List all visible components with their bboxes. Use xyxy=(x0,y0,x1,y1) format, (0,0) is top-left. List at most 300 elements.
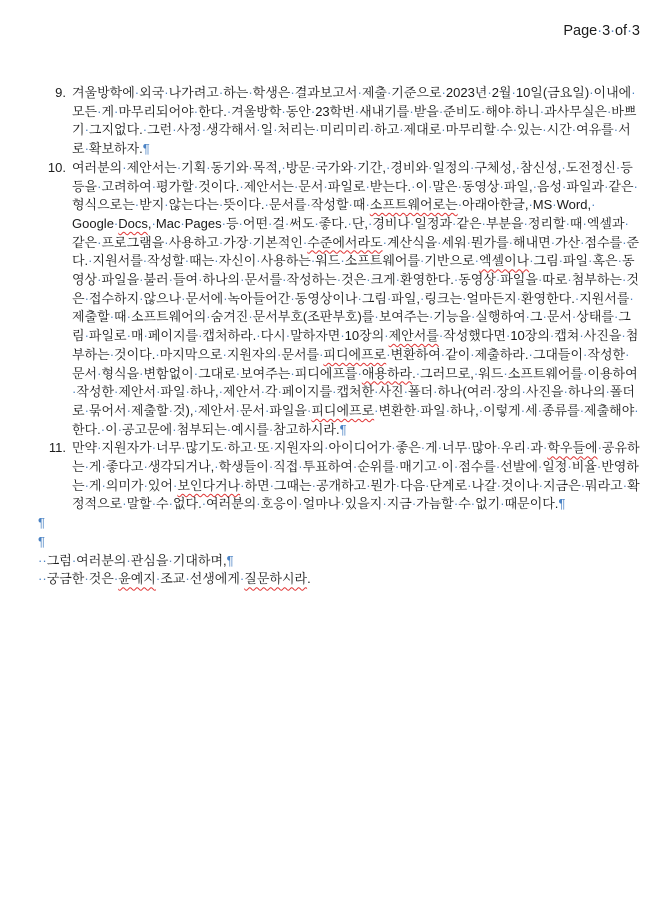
space-mark: · xyxy=(374,384,379,400)
space-mark: · xyxy=(151,440,157,456)
space-mark: · xyxy=(222,346,227,362)
space-mark: · xyxy=(218,85,224,100)
pilcrow-mark: ¶ xyxy=(142,141,150,157)
space-mark: · xyxy=(214,459,219,475)
space-mark: · xyxy=(290,365,295,381)
space-mark: · xyxy=(415,365,421,381)
space-mark: · xyxy=(411,178,416,194)
space-mark: · xyxy=(134,85,140,100)
space-mark: · xyxy=(143,328,148,344)
space-mark: · xyxy=(285,328,291,344)
misspelled-word: 엑셀이나 xyxy=(478,253,530,269)
space-mark: · xyxy=(382,496,387,512)
space-mark: · xyxy=(113,215,119,231)
space-mark: · xyxy=(269,440,274,456)
space-mark: · xyxy=(596,459,602,475)
space-mark: · xyxy=(563,384,568,400)
space-mark: · xyxy=(282,272,287,288)
space-mark: · xyxy=(558,253,563,269)
space-mark: · xyxy=(453,459,459,475)
space-mark: · xyxy=(495,272,501,288)
space-mark: · xyxy=(347,215,352,231)
space-mark: · xyxy=(495,459,501,475)
misspelled-word: 수준에서라도 xyxy=(307,234,383,250)
space-mark: · xyxy=(500,496,505,512)
page-number-header: Page·3·of·3 xyxy=(563,23,640,39)
space-mark: · xyxy=(610,23,615,39)
space-mark: · xyxy=(290,290,295,306)
space-mark: · xyxy=(101,477,106,493)
space-mark: · xyxy=(193,402,198,418)
space-mark: · xyxy=(340,328,345,344)
space-mark: · xyxy=(403,384,408,400)
space-mark: · xyxy=(185,571,190,587)
space-mark: · xyxy=(239,571,245,587)
space-mark: · xyxy=(226,103,232,119)
pilcrow-mark: ¶ xyxy=(558,496,566,512)
space-mark: · xyxy=(97,365,102,381)
space-mark: · xyxy=(336,272,342,288)
space-mark: · xyxy=(470,346,475,362)
space-mark: · xyxy=(605,384,610,400)
space-mark: · xyxy=(561,159,566,175)
space-mark: · xyxy=(324,440,329,456)
space-mark: · xyxy=(281,159,286,175)
space-mark: · xyxy=(549,328,555,344)
space-mark: · xyxy=(529,253,534,269)
space-mark: · xyxy=(113,571,119,587)
space-mark: · xyxy=(256,122,261,138)
space-mark: · xyxy=(164,197,169,213)
space-mark: · xyxy=(71,552,77,568)
space-mark: · xyxy=(168,272,173,288)
space-mark: · xyxy=(151,496,157,512)
space-mark: · xyxy=(84,141,89,157)
list-number: 9. xyxy=(55,85,66,100)
space-mark: · xyxy=(273,122,278,138)
space-mark: · xyxy=(622,234,627,250)
space-mark: · xyxy=(240,477,245,493)
document-body xyxy=(38,84,640,589)
space-mark: · xyxy=(467,440,472,456)
space-mark: · xyxy=(528,346,533,362)
list-number: 10. xyxy=(47,159,66,175)
space-mark: · xyxy=(583,346,588,362)
space-mark: · xyxy=(214,253,219,269)
space-mark: · xyxy=(181,440,186,456)
space-mark: · xyxy=(268,459,274,475)
space-mark: · xyxy=(537,459,543,475)
space-mark: · xyxy=(631,85,636,100)
space-mark: · xyxy=(218,384,223,400)
space-mark: · xyxy=(101,459,106,475)
space-mark: · xyxy=(290,85,295,100)
space-mark: · xyxy=(184,253,190,269)
space-mark: · xyxy=(467,477,472,493)
space-mark: · xyxy=(542,309,547,325)
space-mark: · xyxy=(386,85,392,100)
space-mark: · xyxy=(143,459,148,475)
space-mark: · xyxy=(634,402,639,418)
space-mark: · xyxy=(126,328,131,344)
space-mark: · xyxy=(260,384,265,400)
space-mark: · xyxy=(457,197,463,213)
space-mark: · xyxy=(193,178,199,194)
space-mark: · xyxy=(306,197,311,213)
space-mark: · xyxy=(172,421,177,437)
space-mark: · xyxy=(340,496,345,512)
space-mark: · xyxy=(583,365,588,381)
pilcrow-mark: ¶ xyxy=(38,515,45,531)
space-mark: · xyxy=(155,571,161,587)
space-mark: · xyxy=(84,122,89,138)
space-mark: · xyxy=(307,402,312,418)
space-mark: · xyxy=(588,253,593,269)
space-mark: · xyxy=(438,328,444,344)
space-mark: · xyxy=(340,253,345,269)
space-mark: · xyxy=(629,290,634,306)
space-mark: · xyxy=(478,402,484,418)
space-mark: · xyxy=(126,552,131,568)
space-mark: · xyxy=(420,253,425,269)
space-mark: · xyxy=(256,253,261,269)
space-mark: · xyxy=(134,197,140,213)
space-mark: · xyxy=(248,309,253,325)
space-mark: · xyxy=(537,272,543,288)
space-mark: · xyxy=(470,496,476,512)
space-mark: · xyxy=(528,197,533,213)
space-mark: · xyxy=(352,159,358,175)
space-mark: · xyxy=(352,459,358,475)
space-mark: · xyxy=(235,365,241,381)
space-mark: · xyxy=(357,365,362,381)
space-mark: · xyxy=(621,272,627,288)
space-mark: · xyxy=(201,122,207,138)
space-mark: · xyxy=(386,290,392,306)
space-mark: · xyxy=(411,496,417,512)
space-mark: · xyxy=(617,253,622,269)
misspelled-word: 소프트웨어로는 xyxy=(369,197,458,213)
space-mark: · xyxy=(277,384,282,400)
space-mark: · xyxy=(416,402,421,418)
space-mark: · xyxy=(565,215,570,231)
space-mark: · xyxy=(240,272,245,288)
paragraph xyxy=(38,533,640,552)
space-mark: · xyxy=(114,384,119,400)
space-mark: · xyxy=(571,122,577,138)
space-mark: · xyxy=(538,477,543,493)
space-mark: · xyxy=(552,197,557,213)
space-mark: · xyxy=(97,103,102,119)
space-mark: · xyxy=(319,346,324,362)
space-mark: · xyxy=(201,496,207,512)
paragraph: ··그럼·여러분의·관심을·기대하며,¶ xyxy=(38,552,234,568)
space-mark: · xyxy=(185,384,190,400)
misspelled-word: 피디에프로 xyxy=(323,346,387,362)
space-mark: · xyxy=(239,178,244,194)
misspelled-word: 애용하라 xyxy=(361,365,413,381)
numbered-paragraph: 11. 만약·지원자가·너무·많기도·하고·또·지원자의·아이디어가·좋은·게·너무·많아·우리·과·학우들에·공유하는·게·좋다고·생각되거나,·학생들이·직접·투표하여·순위를·매기고·이·점수를·선발에·일정·비율·반영하는·게·의미가·있어·보인다거나·하면·그때는·공개하고·뭔가·다음·단계로·나갈·것이나·지금은·뭐라고·확정적으로·말할·수·없다.·여러분의·호응이·얼마나·있을지·지금·가늠할·수·없기·때문이다.¶ xyxy=(72,439,640,514)
space-mark: · xyxy=(365,178,370,194)
space-mark: · xyxy=(591,197,596,213)
misspelled-word: 학우들에 xyxy=(547,440,598,456)
space-mark: · xyxy=(567,459,572,475)
space-mark: · xyxy=(126,402,131,418)
pilcrow-mark: ¶ xyxy=(339,421,347,437)
space-mark: · xyxy=(248,85,253,100)
space-mark: · xyxy=(256,328,261,344)
space-mark: · xyxy=(97,440,102,456)
space-mark: · xyxy=(365,197,370,213)
space-mark: · xyxy=(445,402,450,418)
space-mark: · xyxy=(264,402,270,418)
space-mark: · xyxy=(385,159,391,175)
space-mark: · xyxy=(487,85,492,100)
space-mark: · xyxy=(574,290,580,306)
space-mark: · xyxy=(542,122,547,138)
misspelled-word: 피디에프로 xyxy=(311,402,375,418)
space-mark: · xyxy=(100,421,106,437)
space-mark: · xyxy=(357,290,362,306)
space-mark: · xyxy=(268,421,274,437)
space-mark: · xyxy=(114,103,119,119)
space-mark: · xyxy=(248,234,253,250)
space-mark: · xyxy=(539,103,545,119)
space-mark: · xyxy=(168,496,173,512)
space-mark: · xyxy=(38,571,43,587)
space-mark: · xyxy=(505,328,511,344)
space-mark: · xyxy=(523,215,528,231)
space-mark: · xyxy=(238,215,243,231)
space-mark: · xyxy=(428,309,434,325)
space-mark: · xyxy=(624,215,629,231)
numbered-paragraph: 9. 겨울방학에·외국·나가려고·하는·학생은·결과보고서·제출·기준으로·2023년·2월·10일(금요일)·이내에·모든·게·마무리되어야·한다.·겨울방학·동안·23학번·새내기를·받을·준비도·해야·하니·과사무실은·바쁘기·그지없다.·그런·사정·생각해서·일·처리는·미리미리·하고·제대로·마무리할·수·있는·시간·여유를·서로·확보하자.¶ xyxy=(72,84,640,159)
space-mark: · xyxy=(268,215,273,231)
space-mark: · xyxy=(428,178,433,194)
space-mark: · xyxy=(151,215,156,231)
space-mark: · xyxy=(462,290,467,306)
space-mark: · xyxy=(366,272,371,288)
space-mark: · xyxy=(452,215,457,231)
space-mark: · xyxy=(550,234,556,250)
space-mark: · xyxy=(615,159,621,175)
space-mark: · xyxy=(470,159,475,175)
space-mark: · xyxy=(492,384,497,400)
space-mark: · xyxy=(542,440,548,456)
space-mark: · xyxy=(84,477,89,493)
space-mark: · xyxy=(143,477,148,493)
numbered-paragraph: 10. 여러분의·제안서는·기획·동기와·목적,·방문·국가와·기간,·경비와·일정의·구체성,·참신성,·도전정신·등등을·고려하여·평가할·것이다.·제안서는·문서·파일로·받는다.·이·말은·동영상·파일,·음성·파일과·같은·형식으로는·받지·않는다는·뜻이다.·문서를·작성할·때·소프트웨어로는·아래아한글,·MS·Word,·Google·Docs,·Mac·Pages·등·어떤·걸·써도·좋다.·단,·경비나·일정과·같은·부분을·정리할·때·엑셀과·같은·프로그램을·사용하고·가장·기본적인·수준에서라도·계산식을·세워·뭔가를·해내면·가산·점수를·준다.·지원서를·작성할·때는·자신이·사용하는·워드·소프트웨어를·기반으로·엑셀이나·그림·파일·혹은·동영상·파일을·불러·들여·하나의·문서를·작성하는·것은·크게·환영한다.·동영상·파일을·따로·첨부하는·것은·접수하지·않으나·문서에·녹아들어간·동영상이나·그림·파일,·링크는·얼마든지·환영한다.·지원서를·제출할·때·소프트웨어의·숨겨진·문서부호(조판부호)를·보여주는·기능을·실행하여·그·문서·상태를·그림·파일로·매·페이지를·캡처하라.·다시·말하자면·10장의·제안서를·작성했다면·10장의·캡쳐·사진을·첨부하는·것이다.·마지막으로·지원자의·문서를·피디에프로·변환하여·같이·제출하라.·그대들이·작성한·문서·형식을·변함없이·그대로·보여주는·피디에프를·애용하라.·그러므로,·워드·소프트웨어를·이용하여·작성한·제안서·파일·하나,·제안서·각·페이지를·캡처한·사진·폴더·하나(여러·장의·사진을·하나의·폴더로·묶어서·제출할·것),·제안서·문서·파일을·피디에프로·변환한·파일·하나,·이렇게·세·종류를·제출해야·한다.·이·공고문에·첨부되는·예시를·참고하시라.¶ xyxy=(72,159,640,440)
space-mark: · xyxy=(437,440,443,456)
space-mark: · xyxy=(284,215,290,231)
space-mark: · xyxy=(302,234,308,250)
space-mark: · xyxy=(310,159,316,175)
space-mark: · xyxy=(567,272,572,288)
space-mark: · xyxy=(525,309,530,325)
space-mark: · xyxy=(172,122,177,138)
list-number: 11. xyxy=(48,440,66,456)
space-mark: · xyxy=(84,402,89,418)
space-mark: · xyxy=(420,290,425,306)
space-mark: · xyxy=(621,328,626,344)
space-mark: · xyxy=(122,496,127,512)
space-mark: · xyxy=(269,477,274,493)
space-mark: · xyxy=(470,309,476,325)
space-mark: · xyxy=(457,178,462,194)
space-mark: · xyxy=(88,253,93,269)
space-mark: · xyxy=(481,215,486,231)
space-mark: · xyxy=(226,421,232,437)
space-mark: · xyxy=(582,215,587,231)
space-mark: · xyxy=(298,496,303,512)
space-mark: · xyxy=(84,459,89,475)
space-mark: · xyxy=(323,178,328,194)
space-mark: · xyxy=(221,215,226,231)
space-mark: · xyxy=(176,159,182,175)
space-mark: · xyxy=(384,328,389,344)
space-mark: · xyxy=(386,346,391,362)
space-mark: · xyxy=(622,477,628,493)
space-mark: · xyxy=(181,290,186,306)
misspelled-word: Docs xyxy=(118,215,148,231)
space-mark: · xyxy=(264,197,269,213)
space-mark: · xyxy=(512,122,518,138)
space-mark: · xyxy=(382,234,387,250)
misspelled-word: 제안서를 xyxy=(388,328,439,344)
space-mark: · xyxy=(97,234,102,250)
space-mark: · xyxy=(126,309,131,325)
space-mark: · xyxy=(310,253,316,269)
space-mark: · xyxy=(156,384,161,400)
space-mark: · xyxy=(357,85,362,100)
space-mark: · xyxy=(508,234,514,250)
space-mark: · xyxy=(256,496,261,512)
space-mark: · xyxy=(480,103,486,119)
space-mark: · xyxy=(354,103,360,119)
space-mark: · xyxy=(168,402,173,418)
space-mark: · xyxy=(223,290,228,306)
space-mark: · xyxy=(515,159,521,175)
space-mark: · xyxy=(441,122,446,138)
space-mark: · xyxy=(496,477,501,493)
space-mark: · xyxy=(516,290,521,306)
space-mark: · xyxy=(579,328,584,344)
space-mark: · xyxy=(139,272,144,288)
space-mark: · xyxy=(425,477,430,493)
space-mark: · xyxy=(597,440,602,456)
space-mark: · xyxy=(72,384,77,400)
space-mark: · xyxy=(198,272,203,288)
space-mark: · xyxy=(503,365,508,381)
space-mark: · xyxy=(613,309,619,325)
space-mark: · xyxy=(277,346,282,362)
misspelled-word: 질문하시라 xyxy=(244,571,308,587)
space-mark: · xyxy=(453,272,459,288)
space-mark: · xyxy=(374,309,379,325)
space-mark: · xyxy=(42,552,47,568)
space-mark: · xyxy=(235,402,240,418)
space-mark: · xyxy=(151,178,157,194)
space-mark: · xyxy=(293,178,299,194)
space-mark: · xyxy=(562,178,567,194)
space-mark: · xyxy=(298,459,303,475)
space-mark: · xyxy=(395,272,401,288)
space-mark: · xyxy=(84,290,89,306)
space-mark: · xyxy=(521,384,526,400)
space-mark: · xyxy=(180,215,185,231)
space-mark: · xyxy=(311,477,316,493)
space-mark: · xyxy=(374,402,379,418)
space-mark: · xyxy=(168,552,173,568)
space-mark: · xyxy=(38,552,43,568)
space-mark: · xyxy=(473,365,479,381)
space-mark: · xyxy=(369,122,375,138)
space-mark: · xyxy=(453,496,459,512)
space-mark: · xyxy=(142,253,148,269)
space-mark: · xyxy=(310,103,316,119)
space-mark: · xyxy=(420,440,426,456)
space-mark: · xyxy=(627,23,632,39)
space-mark: · xyxy=(109,309,115,325)
space-mark: · xyxy=(84,328,89,344)
space-mark: · xyxy=(580,234,585,250)
space-mark: · xyxy=(252,440,258,456)
space-mark: · xyxy=(532,178,537,194)
pilcrow-mark: ¶ xyxy=(226,552,234,568)
space-mark: · xyxy=(164,85,169,100)
space-mark: · xyxy=(391,440,396,456)
space-mark: · xyxy=(206,309,211,325)
space-mark: · xyxy=(625,346,630,362)
space-mark: · xyxy=(510,103,515,119)
space-mark: · xyxy=(537,402,542,418)
space-mark: · xyxy=(409,103,414,119)
space-mark: · xyxy=(139,365,144,381)
space-mark: · xyxy=(97,178,102,194)
space-mark: · xyxy=(206,159,211,175)
space-mark: · xyxy=(155,346,160,362)
space-mark: · xyxy=(440,346,446,362)
space-mark: · xyxy=(495,122,501,138)
space-mark: · xyxy=(142,122,148,138)
space-mark: · xyxy=(496,440,501,456)
space-mark: · xyxy=(441,85,446,100)
space-mark: · xyxy=(84,571,89,587)
space-mark: · xyxy=(589,85,594,100)
space-mark: · xyxy=(218,234,224,250)
paragraph xyxy=(38,514,640,533)
space-mark: · xyxy=(410,215,415,231)
space-mark: · xyxy=(218,197,224,213)
space-mark: · xyxy=(511,85,516,100)
space-mark: · xyxy=(433,384,438,400)
space-mark: · xyxy=(193,365,199,381)
misspelled-word: 윤예지 xyxy=(118,571,156,587)
space-mark: · xyxy=(164,234,169,250)
space-mark: · xyxy=(122,159,127,175)
space-mark: · xyxy=(520,402,526,418)
pilcrow-mark: ¶ xyxy=(38,533,45,549)
space-mark: · xyxy=(198,328,203,344)
space-mark: · xyxy=(499,178,504,194)
space-mark: · xyxy=(597,23,603,39)
space-mark: · xyxy=(223,440,228,456)
space-mark: · xyxy=(613,122,619,138)
space-mark: · xyxy=(395,477,400,493)
space-mark: · xyxy=(438,103,444,119)
space-mark: · xyxy=(42,571,47,587)
space-mark: · xyxy=(139,290,144,306)
